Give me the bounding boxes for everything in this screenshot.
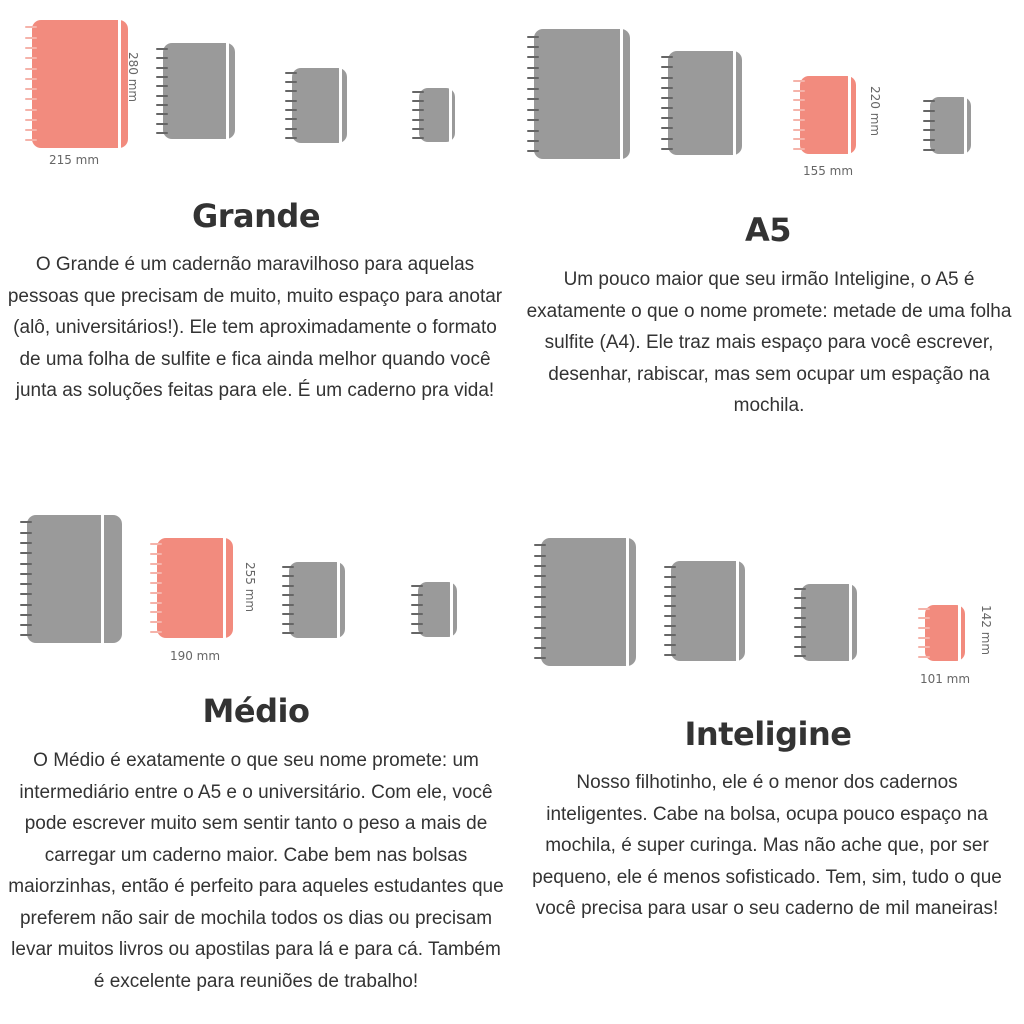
notebook-medio-icon [671,561,745,661]
section-inteligine [512,500,1024,1024]
a5-width-label: 155 mm [802,164,854,178]
notebook-a5-icon [292,68,347,143]
grande-height-label: 280 mm [126,52,140,103]
inteligine-height-label: 142 mm [979,605,993,656]
notebook-medio-icon [668,51,742,155]
section-medio [0,500,512,1024]
grande-title: Grande [191,197,321,235]
grande-width-label: 215 mm [48,153,100,167]
notebook-medio-icon [157,538,233,638]
notebook-grande-icon [534,29,630,159]
notebook-a5-icon [289,562,345,638]
section-a5 [512,0,1024,480]
notebook-grande-icon [27,515,122,643]
notebook-grande-icon [32,20,128,148]
notebook-a5-icon [801,584,857,661]
notebook-inteligine-icon [419,88,455,142]
medio-height-label: 255 mm [243,562,257,613]
inteligine-description: Nosso filhotinho, ele é o menor dos cadernos inteligentes. Cabe na bolsa, ocupa pouco espaço na mochila, é super curinga. Mas não ache que, por ser pequeno, ele é menos sofisticado. Tem, sim, tudo o que você precisa para usar o seu caderno de mil maneiras! [532,772,1002,919]
medio-description: O Médio é exatamente o que seu nome promete: um intermediário entre o A5 e o universitário. Com ele, você pode escrever muito sem sentir tanto o peso a mais de carregar um caderno maior. Cabe bem nas bolsas maiorzinhas, então é perfeito para aqueles estudantes que preferem não sair de mochila todos os dias ou precisam levar muitos livros ou apostilas para lá e para cá. Também é excelente para reuniões de trabalho! [8,750,504,992]
notebook-medio-icon [163,43,235,139]
a5-title: A5 [744,211,792,249]
a5-description: Um pouco maior que seu irmão Inteligine, o A5 é exatamente o que o nome promete: metade de uma folha sulfite (A4). Ele traz mais espaço para você escrever, desenhar, rabiscar, mas sem ocupar um espação na mochila. [526,269,1012,416]
grande-description: O Grande é um cadernão maravilhoso para aquelas pessoas que precisam de muito, muito espaço para anotar (alô, universitários!). Ele tem aproximadamente o formato de uma folha de sulfite e fica ainda melhor quando você junta as soluções feitas para ele. É um caderno pra vida! [7,254,503,401]
notebook-inteligine-icon [925,605,965,661]
section-grande [0,0,512,480]
notebook-inteligine-icon [418,582,457,637]
inteligine-width-label: 101 mm [919,672,971,686]
notebook-grande-icon [541,538,636,666]
notebook-a5-icon [800,76,856,154]
inteligine-title: Inteligine [684,715,852,753]
notebook-inteligine-icon [930,97,971,154]
medio-title: Médio [202,692,310,730]
a5-height-label: 220 mm [868,86,882,137]
medio-width-label: 190 mm [169,649,221,663]
